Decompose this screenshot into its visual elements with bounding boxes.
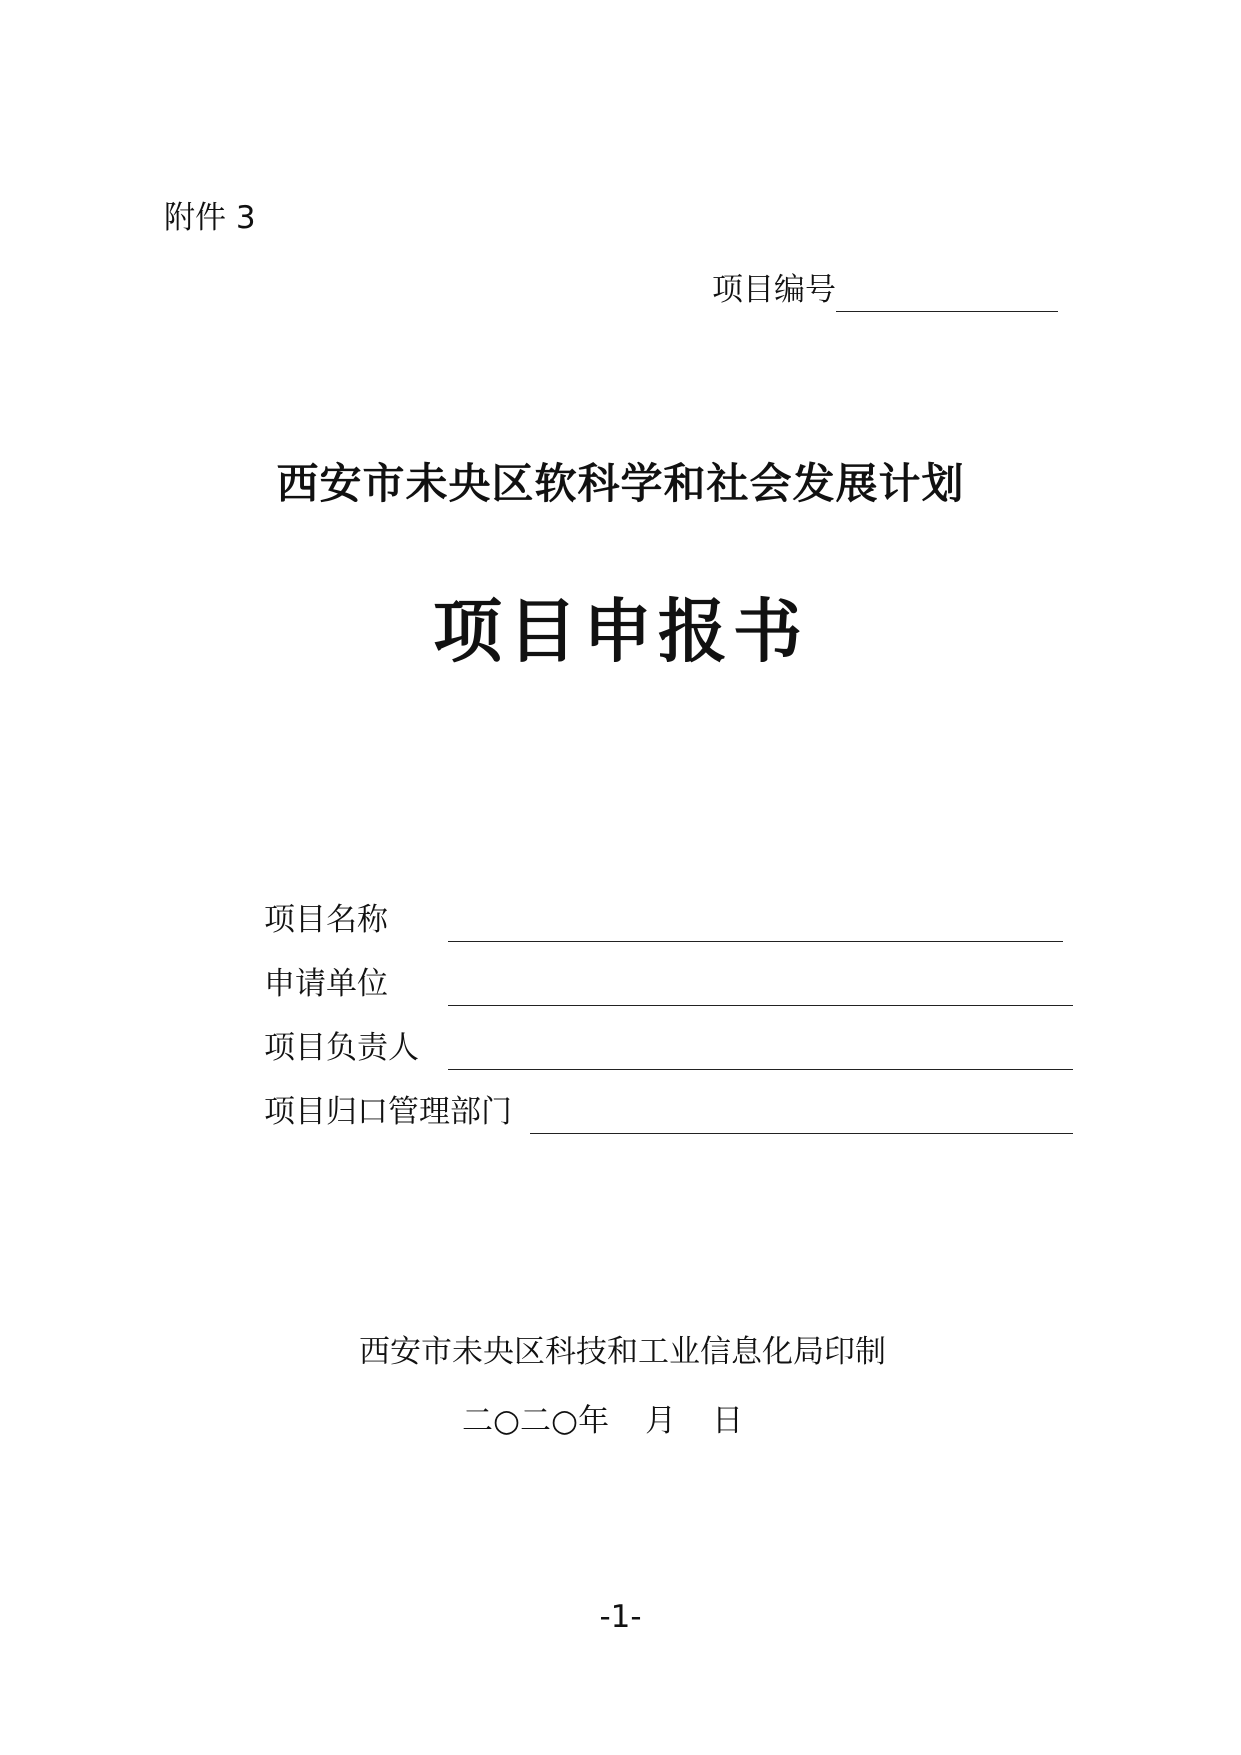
project-leader-field[interactable] <box>448 1031 1073 1070</box>
date-line <box>462 1400 743 1442</box>
form-row-project-leader <box>264 1006 1074 1070</box>
form-row-management-department <box>264 1070 1074 1134</box>
project-number-field[interactable] <box>836 275 1058 312</box>
project-number-label: 项目编号 <box>712 272 836 308</box>
applicant-unit-label: 申请单位 <box>264 966 388 1002</box>
project-name-label: 项目名称 <box>264 902 388 938</box>
publisher-line: 西安市未央区科技和工业信息化局印制 <box>359 1334 886 1370</box>
plan-title: 西安市未央区软科学和社会发展计划 <box>276 459 965 508</box>
project-number-row <box>712 266 1058 312</box>
form-row-project-name <box>264 878 1074 942</box>
form-row-applicant-unit <box>264 942 1074 1006</box>
date-year: 二○二○年 <box>462 1403 610 1439</box>
applicant-unit-field[interactable] <box>448 967 1073 1006</box>
management-department-label: 项目归口管理部门 <box>264 1094 512 1130</box>
document-title: 项目申报书 <box>433 592 808 672</box>
date-day: 日 <box>712 1403 744 1439</box>
project-leader-label: 项目负责人 <box>264 1030 419 1066</box>
application-form <box>264 878 1074 1134</box>
page-number: -1- <box>599 1599 642 1635</box>
project-name-field[interactable] <box>448 903 1063 942</box>
attachment-label: 附件 3 <box>164 200 256 236</box>
date-month: 月 <box>645 1403 677 1439</box>
management-department-field[interactable] <box>530 1095 1073 1134</box>
